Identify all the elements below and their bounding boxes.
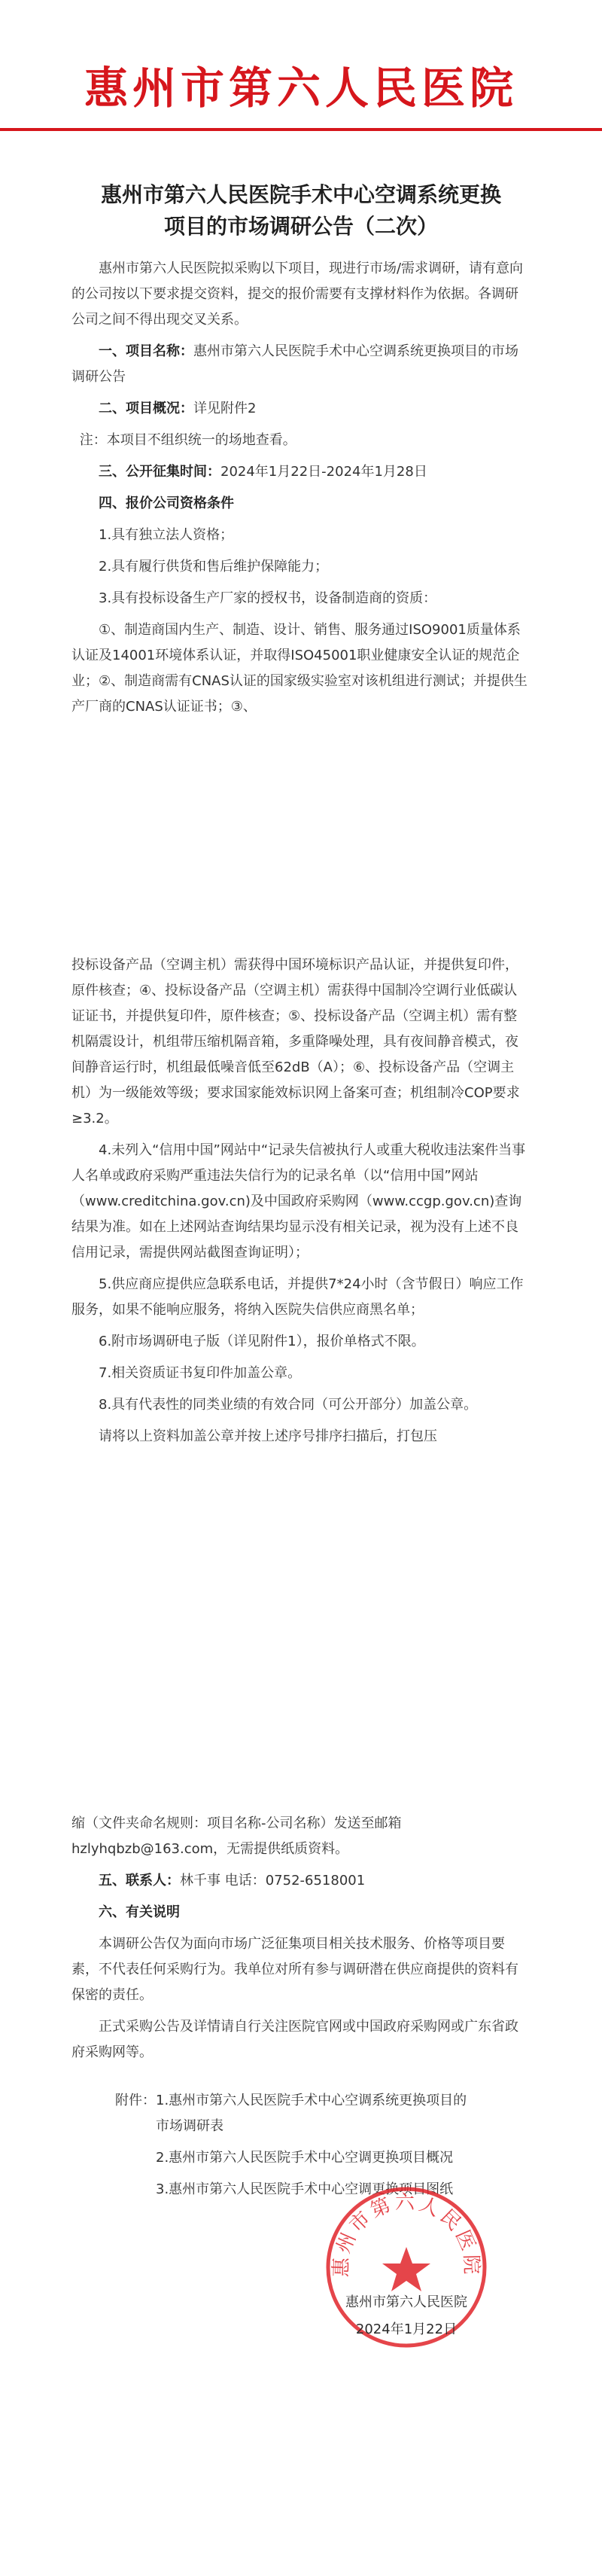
body-page-1 <box>71 256 531 726</box>
attachment-2: 2.惠州市第六人民医院手术中心空调更换项目概况 <box>156 2150 454 2166</box>
letterhead-title: 惠州市第六人民医院 <box>84 62 518 114</box>
qualification-3: 3.具有投标设备生产厂家的授权书，设备制造商的资质： <box>99 590 437 606</box>
contact-paragraph <box>71 1868 531 1894</box>
attachment-label: 附件： <box>115 2093 156 2108</box>
overview-label: 二、项目概况： <box>99 401 193 416</box>
attachment-1-b: 市场调研表 <box>156 2118 223 2134</box>
other-heading: 六、有关说明 <box>99 1904 180 1920</box>
qualification-2: 2.具有履行供货和售后维护保障能力； <box>99 559 329 575</box>
qualification-4: 4.未列入“信用中国”网站中“记录失信被执行人或重大税收违法案件当事人名单或政府采购严重违法失信行为的记录名单（以“信用中国”网站（www.creditchina.gov.cn)及中国政府采购网（www.ccgp.gov.cn)查询结果为准。如在上述网站查询结果均显示没有相关记录，视为没有上述不良信用记录，需提供网站截图查询证明）； <box>71 1142 526 1261</box>
signing-organization: 惠州市第六人民医院 <box>345 2294 467 2310</box>
qualification-1: 1.具有独立法人资格； <box>99 527 234 543</box>
submission-paragraph-b: 缩（文件夹命名规则：项目名称-公司名称）发送至邮箱hzlyhqbzb@163.com，无需提供纸质资料。 <box>71 1815 402 1857</box>
qualification-heading: 四、报价公司资格条件 <box>99 495 234 511</box>
document-title <box>60 179 542 242</box>
period-label: 三、公开征集时间： <box>99 464 220 480</box>
attachment-1-a: 1.惠州市第六人民医院手术中心空调系统更换项目的 <box>156 2093 467 2108</box>
signing-date: 2024年1月22日 <box>355 2321 458 2337</box>
qualification-3-detail-b: 投标设备产品（空调主机）需获得中国环境标识产品认证，并提供复印件，原件核查；④、投标设备产品（空调主机）需获得中国制冷空调行业低碳认证证书，并提供复印件，原件核查；⑤、投标设备产品（空调主机）需有整机隔震设计，机组带压缩机隔音箱，多重降噪处理，具有夜间静音模式，夜间静音运行时，机组最低噪音低至62dB（A）；⑥、投标设备产品（空调主机）为一级能效等级；要求国家能效标识网上备案可查；机组制冷COP要求≥3.2。 <box>71 957 520 1126</box>
item-name-value: 惠州市第六人民医院手术中心空调系统更换项目的市场调研公告 <box>71 343 518 385</box>
submission-paragraph-a: 请将以上资料加盖公章并按上述序号排序扫描后，打包压 <box>99 1428 437 1444</box>
qualification-3-detail-a: ①、制造商国内生产、制造、设计、销售、服务通过ISO9001质量体系认证及14001环境体系认证，并取得ISO45001职业健康安全认证的规范企业；②、制造商需有CNAS认证的国家级实验室对该机组进行测试；并提供生产厂商的CNAS认证证书；③、 <box>71 622 528 715</box>
overview-paragraph <box>71 396 531 422</box>
item-name-label: 一、项目名称： <box>99 343 193 359</box>
signature-block <box>309 2289 504 2343</box>
qualification-5: 5.供应商应提供应急联系电话，并提供7*24小时（含节假日）响应工作服务，如果不能响应服务，将纳入医院失信供应商黑名单； <box>71 1276 524 1318</box>
attachment-3: 3.惠州市第六人民医院手术中心空调更换项目图纸 <box>156 2181 454 2197</box>
contact-value: 林千事 电话：0752-6518001 <box>180 1873 366 1889</box>
qualification-7: 7.相关资质证书复印件加盖公章。 <box>99 1365 302 1381</box>
attachment-1 <box>71 2088 531 2114</box>
item-name-paragraph <box>71 339 531 390</box>
period-paragraph <box>71 459 531 485</box>
title-line-1: 惠州市第六人民医院手术中心空调系统更换 <box>100 182 501 207</box>
qualification-6: 6.附市场调研电子版（详见附件1），报价单格式不限。 <box>99 1334 425 1349</box>
body-page-2 <box>71 953 531 1456</box>
letterhead-rule <box>0 128 602 131</box>
other-2: 正式采购公告及详情请自行关注医院官网或中国政府采购网或广东省政府采购网等。 <box>71 2019 518 2060</box>
period-value: 2024年1月22日-2024年1月28日 <box>220 464 427 480</box>
contact-label: 五、联系人： <box>99 1873 180 1889</box>
note-paragraph: 注：本项目不组织统一的场地查看。 <box>79 432 296 448</box>
qualification-8: 8.具有代表性的同类业绩的有效合同（可公开部分）加盖公章。 <box>99 1397 478 1413</box>
seal-text: 惠州市第六人民医院 <box>330 2191 483 2278</box>
body-page-3 <box>71 1811 531 2209</box>
overview-value: 详见附件2 <box>193 401 257 416</box>
title-line-2: 项目的市场调研公告（二次） <box>163 214 438 239</box>
intro-paragraph: 惠州市第六人民医院拟采购以下项目，现进行市场/需求调研，请有意向的公司按以下要求提交资料，提交的报价需要有支撑材料作为依据。各调研公司之间不得出现交叉关系。 <box>71 261 524 328</box>
seal-star-icon <box>382 2247 430 2291</box>
other-1: 本调研公告仅为面向市场广泛征集项目相关技术服务、价格等项目要素，不代表任何采购行为。我单位对所有参与调研潜在供应商提供的资料有保密的责任。 <box>71 1936 518 2003</box>
